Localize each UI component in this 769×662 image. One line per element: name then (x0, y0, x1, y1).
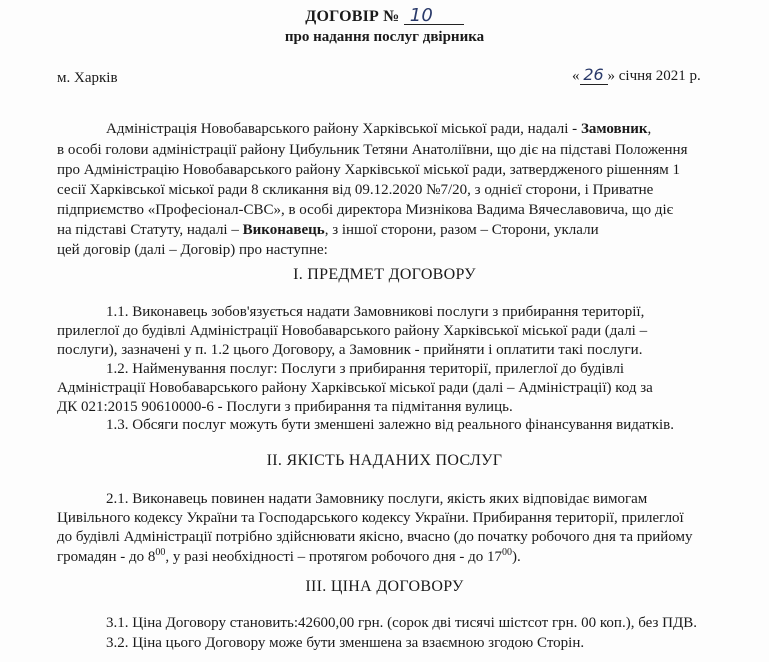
intro-line-5: підприємство «Професіонал-СВС», в особі директора Мизнікова Вадима Вячеславовича, що діє (57, 202, 674, 218)
time-superscript: 00 (155, 547, 166, 558)
date-rest: » січня 2021 р. (607, 68, 701, 84)
intro-line-2: в особі голови адміністрації району Цибульник Тетяни Анатоліївни, що діє на підставі Положення (57, 142, 688, 158)
intro-text: на підставі Статуту, надалі – (57, 222, 243, 238)
section-1-title: І. ПРЕДМЕТ ДОГОВОРУ (293, 266, 476, 283)
clause-1-1-line-3: послуги), зазначені у п. 1.2 цього Договору, а Замовник - прийняти і оплатити такі послуги. (57, 342, 643, 358)
document-title (0, 5, 769, 26)
intro-line-1 (106, 120, 651, 139)
clause-2-1-line-2: Цивільного кодексу України та Господарського кодексу України. Прибирання території, прилеглої (57, 510, 684, 526)
contract-date (572, 65, 701, 85)
time-superscript: 00 (502, 547, 513, 558)
clause-2-1-line-1: 2.1. Виконавець повинен надати Замовнику послуги, якість яких відповідає вимогам (106, 491, 648, 507)
intro-line-4: сесії Харківської міської ради 8 скликання від 09.12.2020 №7/20, з однієї сторони, і Приватне (57, 182, 654, 198)
intro-comma: , (647, 121, 652, 137)
clause-2-1-line-3: до будівлі Адміністрації потрібно здійснювати якісно, вчасно (до початку робочого дня та прийому (57, 529, 693, 545)
intro-text: Адміністрація Новобаварського району Харківської міської ради, надалі - (106, 121, 581, 137)
intro-line-6 (57, 221, 599, 240)
contractor-term: Виконавець (242, 222, 325, 238)
clause-1-2-line-3: ДК 021:2015 90610000-6 - Послуги з прибирання та підмітання вулиць. (57, 399, 513, 415)
intro-text: , з іншої сторони, разом – Сторони, уклали (324, 222, 599, 238)
clause-1-2-line-2: Адміністрації Новобаварського району Харківської міської ради (далі – Адміністрації) код за (57, 380, 653, 396)
clause-3-1: 3.1. Ціна Договору становить:42600,00 грн. (сорок дві тисячі шістсот грн. 00 коп.), без ПДВ. (106, 615, 697, 631)
clause-text: , у разі необхідності – протягом робочого дня - до 17 (165, 549, 503, 565)
intro-line-7: цей договір (далі – Договір) про наступне: (57, 242, 328, 258)
city-label: м. Харків (57, 70, 118, 86)
clause-1-2-line-1: 1.2. Найменування послуг: Послуги з прибирання території, прилеглої до будівлі (106, 361, 625, 377)
contract-number-handwritten: 10 (404, 8, 464, 25)
title-prefix: ДОГОВІР № (305, 8, 400, 25)
clause-3-2: 3.2. Ціна цього Договору може бути зменшена за взаємною згодою Сторін. (106, 635, 585, 651)
clause-text: ). (512, 549, 521, 565)
clause-1-1-line-1: 1.1. Виконавець зобов'язується надати Замовникові послуги з прибирання території, (106, 304, 645, 320)
document-subtitle: про надання послуг двірника (284, 29, 485, 45)
clause-text: громадян - до 8 (57, 549, 156, 565)
clause-1-1-line-2: прилеглої до будівлі Адміністрації Новобаварського району Харківської міської ради (далі – (57, 323, 648, 339)
date-day-handwritten: 26 (580, 65, 608, 85)
section-2-title: ІІ. ЯКІСТЬ НАДАНИХ ПОСЛУГ (266, 452, 503, 469)
date-quote-open: « (572, 68, 580, 84)
section-3-title: ІІІ. ЦІНА ДОГОВОРУ (305, 578, 464, 595)
clause-1-3: 1.3. Обсяги послуг можуть бути зменшені залежно від реального фінансування видатків. (106, 417, 675, 433)
clause-2-1-line-4 (57, 548, 521, 567)
intro-line-3: про Адміністрацію Новобаварського району Харківської міської ради, затвердженого рішенням 1 (57, 162, 681, 178)
customer-term: Замовник (580, 121, 648, 137)
